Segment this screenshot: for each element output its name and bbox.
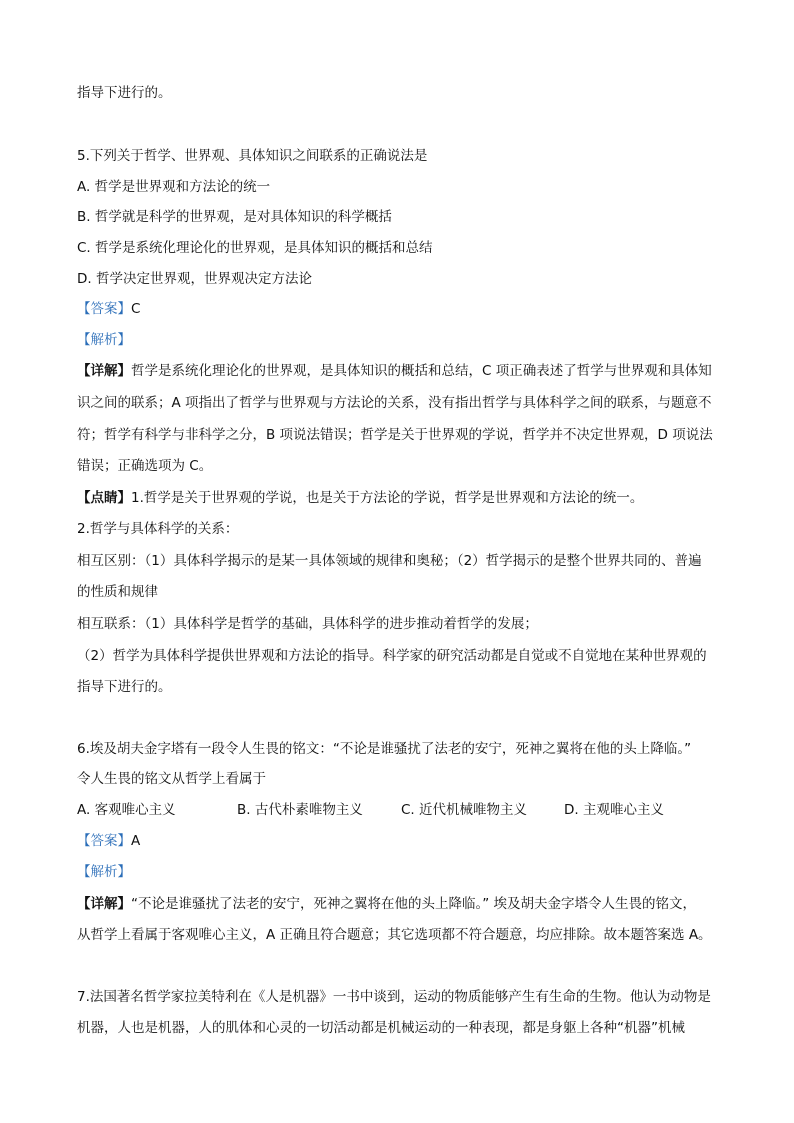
point-tag: 【点睛】 — [77, 490, 131, 506]
q5-option-d: D. 哲学决定世界观，世界观决定方法论 — [77, 271, 312, 287]
q6-stem-line: 令人生畏的铭文从哲学上看属于 — [77, 771, 266, 787]
answer-tag: 【答案】 — [77, 833, 131, 849]
q7-stem-line: 7.法国著名哲学家拉美特利在《人是机器》一书中谈到，运动的物质能够产生有生命的生物。他认为动物是 — [77, 989, 711, 1005]
q5-answer — [77, 300, 140, 318]
detail-tag: 【详解】 — [77, 896, 131, 912]
q5-detail-line: 符；哲学有科学与非科学之分，B 项说法错误；哲学是关于世界观的学说，哲学并不决定世界观，D 项说法 — [77, 427, 713, 443]
q6-answer — [77, 832, 140, 850]
answer-value: A — [131, 833, 141, 849]
q5-point-line: 2.哲学与具体科学的关系： — [77, 521, 239, 537]
q6-detail-line: 【详解】“不论是谁骚扰了法老的安宁，死神之翼将在他的头上降临。” 埃及胡夫金字塔令人生畏的铭文， — [77, 896, 697, 912]
q5-stem: 5.下列关于哲学、世界观、具体知识之间联系的正确说法是 — [77, 148, 428, 164]
q5-point-line: 相互区别：（1）具体科学揭示的是某一具体领域的规律和奥秘；（2）哲学揭示的是整个世界共同的、普遍 — [77, 553, 702, 569]
q5-point-line: 【点睛】1.哲学是关于世界观的学说，也是关于方法论的学说，哲学是世界观和方法论的统一。 — [77, 490, 644, 506]
q6-option-d: D. 主观唯心主义 — [564, 802, 664, 818]
q5-option-b: B. 哲学就是科学的世界观，是对具体知识的科学概括 — [77, 209, 392, 225]
answer-tag: 【答案】 — [77, 301, 131, 317]
q5-point-line: （2）哲学为具体科学提供世界观和方法论的指导。科学家的研究活动都是自觉或不自觉地在某种世界观的 — [77, 648, 707, 664]
q5-option-a: A. 哲学是世界观和方法论的统一 — [77, 179, 271, 195]
detail-tag: 【详解】 — [77, 363, 131, 379]
q6-detail-line: 从哲学上看属于客观唯心主义，A 正确且符合题意；其它选项都不符合题意，均应排除。故本题答案选 A。 — [77, 927, 712, 943]
q5-detail-line: 错误；正确选项为 C。 — [77, 458, 213, 474]
q5-point-line: 指导下进行的。 — [77, 679, 172, 695]
q6-option-c: C. 近代机械唯物主义 — [401, 802, 528, 818]
q4-tail: 指导下进行的。 — [77, 85, 172, 101]
q6-analysis-tag: 【解析】 — [77, 864, 131, 880]
q5-point-line: 相互联系：（1）具体科学是哲学的基础，具体科学的进步推动着哲学的发展； — [77, 616, 538, 632]
q5-analysis-tag: 【解析】 — [77, 332, 131, 348]
q6-stem-line: 6.埃及胡夫金字塔有一段令人生畏的铭文：“不论是谁骚扰了法老的安宁，死神之翼将在他的头上降临。” — [77, 741, 692, 757]
q5-detail-line: 识之间的联系；A 项指出了哲学与世界观与方法论的关系，没有指出哲学与具体科学之间的联系，与题意不 — [77, 395, 712, 411]
q5-option-c: C. 哲学是系统化理论化的世界观，是具体知识的概括和总结 — [77, 240, 433, 256]
q7-stem-line: 机器，人也是机器，人的肌体和心灵的一切活动都是机械运动的一种表现，都是身躯上各种“机器”机械 — [77, 1020, 685, 1036]
q6-option-a: A. 客观唯心主义 — [77, 802, 176, 818]
q6-option-b: B. 古代朴素唯物主义 — [237, 802, 363, 818]
q5-detail-line: 【详解】哲学是系统化理论化的世界观，是具体知识的概括和总结，C 项正确表述了哲学与世界观和具体知 — [77, 363, 712, 379]
q5-point-line: 的性质和规律 — [77, 584, 158, 600]
answer-value: C — [131, 301, 141, 317]
